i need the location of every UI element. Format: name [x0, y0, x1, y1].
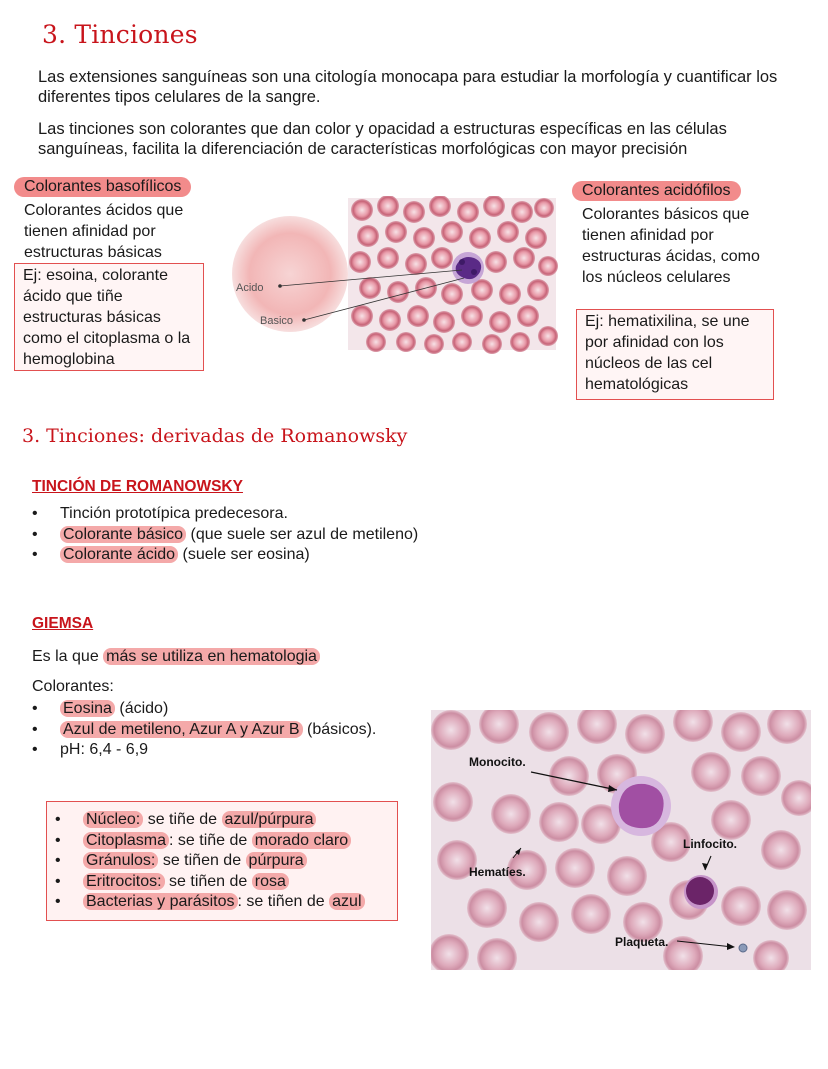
stain-results-box: [46, 801, 398, 921]
list-item: • Colorante ácido (suele ser eosina): [32, 545, 532, 566]
basic-label: Basico: [260, 315, 294, 327]
lymphocyte-label: Linfocito.: [683, 837, 737, 851]
monocyte-label: Monocito.: [469, 755, 526, 769]
acidophilic-description: Colorantes básicos que tienen afinidad por estructuras ácidas, como los núcleos celulares: [582, 206, 760, 286]
list-item: • Azul de metileno, Azur A y Azur B (básicos).: [32, 720, 432, 741]
stain-result-item: • Bacterias y parásitos : se tiñen de azul: [55, 892, 397, 913]
micrograph-bg: [431, 710, 811, 970]
stain-result-item: • Gránulos: se tiñen de púrpura: [55, 851, 397, 872]
section2-title: 3. Tinciones: derivadas de Romanowsky: [22, 425, 408, 447]
stain-result-item: • Núcleo: se tiñe de azul/púrpura: [55, 810, 397, 831]
page-title: 3. Tinciones: [42, 20, 198, 49]
acidophilic-example-box: Ej: hematixilina, se une por afinidad con los núcleos de las cel hematológicas: [576, 309, 774, 400]
platelet-label: Plaqueta.: [615, 935, 669, 949]
intro-paragraph-1: Las extensiones sanguíneas son una citología monocapa para estudiar la morfología y cuantificar los diferentes tipos celulares de la sangre.: [38, 68, 778, 106]
list-item: • Colorante básico (que suele ser azul de metileno): [32, 525, 532, 546]
giemsa-micrograph: [431, 710, 811, 970]
intro-paragraph-2: Las tinciones son colorantes que dan color y opacidad a estructuras específicas en las células sanguíneas, facilita la diferenciación de características morfológicas con mayor precisión: [38, 120, 727, 158]
giemsa-heading: GIEMSA: [32, 615, 94, 632]
stain-result-item: • Eritrocitos: se tiñen de rosa: [55, 872, 397, 893]
colorants-label: Colorantes:: [32, 678, 114, 695]
list-item: • pH: 6,4 - 6,9: [32, 740, 432, 761]
platelet-cell: [739, 944, 747, 952]
giemsa-colorants-list: [32, 699, 432, 761]
stain-results-list: [55, 810, 397, 913]
giemsa-intro: Es la que más se utiliza en hematologia: [32, 648, 320, 666]
rbc-label: Hematíes.: [469, 865, 526, 879]
list-item: • Tinción prototípica predecesora.: [32, 504, 532, 525]
leukocyte-cell: [452, 252, 484, 284]
lymphocyte-cell: [684, 875, 718, 909]
basophilic-example-box: Ej: esoina, colorante ácido que tiñe estructuras básicas como el citoplasma o la hemoglobina: [14, 263, 204, 371]
acidophilic-label: Colorantes acidófilos: [572, 181, 741, 201]
acid-label: Acido: [236, 282, 264, 294]
basophilic-label: Colorantes basofílicos: [14, 177, 191, 197]
blood-smear-diagram: [230, 196, 560, 356]
romanowsky-list: [32, 504, 532, 566]
romanowsky-heading: TINCIÓN DE ROMANOWSKY: [32, 478, 243, 495]
basophilic-description: Colorantes ácidos que tienen afinidad por estructuras básicas: [24, 202, 184, 261]
list-item: • Eosina (ácido): [32, 699, 432, 720]
monocyte-cell: [611, 776, 671, 836]
stain-result-item: • Citoplasma : se tiñe de morado claro: [55, 831, 397, 852]
